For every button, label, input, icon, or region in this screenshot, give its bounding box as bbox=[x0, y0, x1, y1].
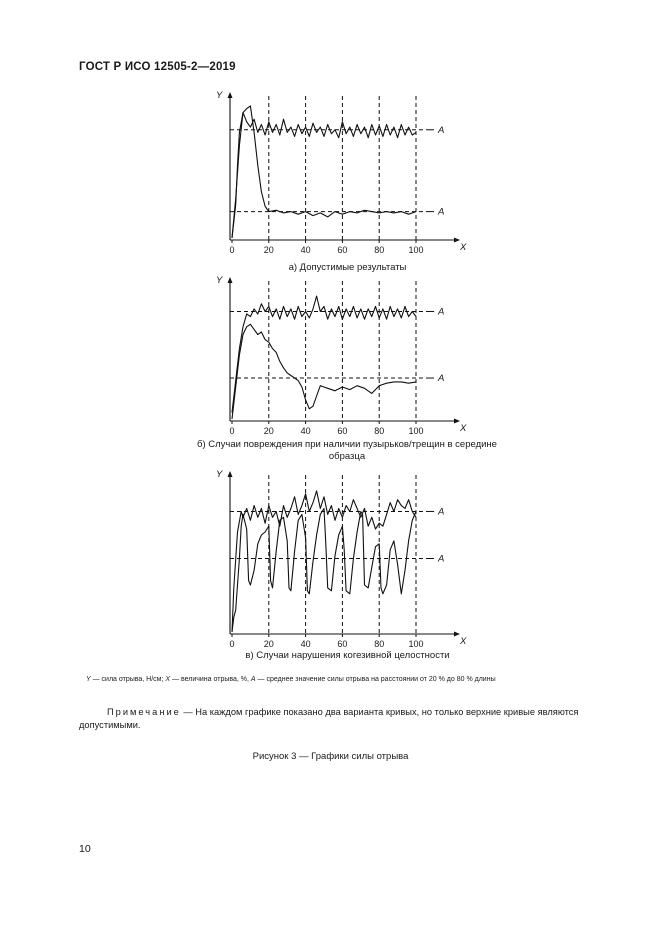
chart-svg bbox=[200, 88, 470, 253]
x-tick-label: 100 bbox=[408, 245, 424, 255]
legend-x-symbol: X bbox=[165, 676, 171, 683]
x-axis-label: X bbox=[460, 423, 467, 434]
average-line-label: A bbox=[438, 373, 445, 385]
x-tick-label: 40 bbox=[300, 639, 311, 649]
x-tick-label: 0 bbox=[229, 245, 235, 255]
legend-a-symbol: A bbox=[250, 676, 256, 683]
x-tick-label: 100 bbox=[408, 639, 424, 649]
y-axis-arrow bbox=[228, 92, 233, 98]
note-text: — На каждом графике показано два варианта кривых, но только верхние кривые являются допустимыми. bbox=[79, 707, 579, 730]
legend-x-text: — величина отрыва, %, bbox=[170, 676, 251, 683]
average-line-label: A bbox=[438, 506, 445, 518]
document-header: ГОСТ Р ИСО 12505-2—2019 bbox=[79, 61, 236, 73]
y-axis-label: Y bbox=[216, 469, 223, 480]
y-axis-arrow bbox=[228, 277, 233, 283]
x-tick-label: 60 bbox=[337, 426, 348, 436]
page-number: 10 bbox=[79, 843, 91, 855]
chart-svg bbox=[200, 273, 470, 435]
x-tick-label: 80 bbox=[374, 426, 385, 436]
x-tick-label: 20 bbox=[263, 426, 274, 436]
chart-acceptable-results bbox=[200, 88, 470, 253]
average-line-label: A bbox=[438, 124, 445, 136]
average-line-label: A bbox=[438, 206, 445, 218]
x-tick-label: 60 bbox=[337, 639, 348, 649]
chart-b-caption: б) Случаи повреждения при наличии пузырьков/трещин в середине образца bbox=[197, 439, 497, 462]
chart-bubble-damage bbox=[200, 273, 470, 435]
average-line-label: A bbox=[438, 306, 445, 318]
figure-caption: Рисунок 3 — Графики силы отрыва bbox=[252, 751, 409, 762]
x-tick-label: 80 bbox=[374, 639, 385, 649]
x-tick-label: 20 bbox=[263, 245, 274, 255]
upper-curve bbox=[232, 296, 416, 413]
x-tick-label: 40 bbox=[300, 245, 311, 255]
lower-curve bbox=[232, 324, 416, 419]
axis-legend bbox=[86, 676, 496, 683]
x-tick-label: 40 bbox=[300, 426, 311, 436]
y-axis-label: Y bbox=[216, 90, 223, 101]
chart-svg bbox=[200, 467, 470, 647]
legend-a-text: — среднее значение силы отрыва на расстоянии от 20 % до 80 % длины bbox=[255, 676, 496, 683]
chart-a-caption: а) Допустимые результаты bbox=[288, 262, 407, 273]
x-tick-label: 60 bbox=[337, 245, 348, 255]
x-tick-label: 80 bbox=[374, 245, 385, 255]
x-axis-label: X bbox=[460, 636, 467, 647]
average-line-label: A bbox=[438, 553, 445, 565]
note-label: Примечание bbox=[107, 707, 181, 717]
y-axis-label: Y bbox=[216, 275, 223, 286]
x-tick-label: 20 bbox=[263, 639, 274, 649]
x-tick-label: 100 bbox=[408, 426, 424, 436]
x-axis-label: X bbox=[460, 242, 467, 253]
x-tick-label: 0 bbox=[229, 639, 235, 649]
lower-curve bbox=[232, 509, 416, 633]
legend-y-text: — сила отрыва, Н/см; bbox=[90, 676, 166, 683]
legend-y-symbol: Y bbox=[86, 676, 91, 683]
chart-c-caption: в) Случаи нарушения когезивной целостности bbox=[245, 650, 450, 661]
lower-curve bbox=[232, 106, 416, 238]
chart-cohesive-failure bbox=[200, 467, 470, 647]
x-tick-label: 0 bbox=[229, 426, 235, 436]
note-paragraph bbox=[79, 706, 613, 732]
y-axis-arrow bbox=[228, 471, 233, 477]
